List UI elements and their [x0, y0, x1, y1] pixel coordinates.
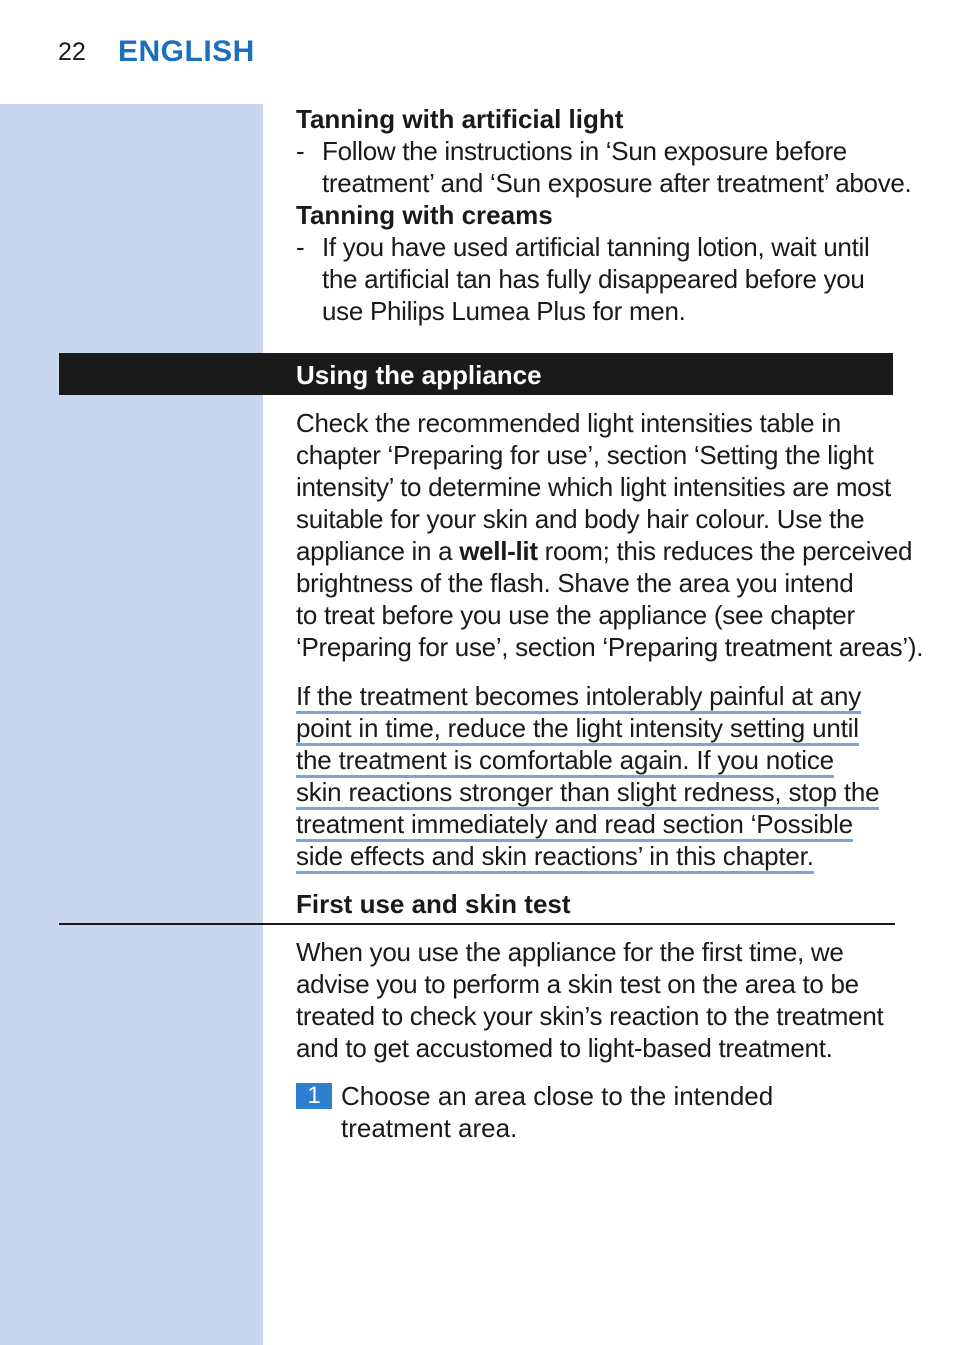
heading-first-use: First use and skin test: [296, 889, 571, 919]
paragraph-first-use: [296, 936, 883, 1064]
text-line: suitable for your skin and body hair colour. Use the: [296, 504, 865, 534]
text-line: the artificial tan has fully disappeared before you: [322, 264, 865, 294]
text-line: advise you to perform a skin test on the area to be: [296, 969, 859, 999]
warning-line: If the treatment becomes intolerably painful at any: [296, 681, 861, 714]
heading-tanning-artificial: Tanning with artificial light: [296, 104, 624, 134]
paragraph-using-appliance: [296, 407, 923, 663]
bullet-tanning-artificial: [296, 135, 912, 199]
text-fragment: room; this reduces the perceived: [537, 536, 913, 566]
text-line: Choose an area close to the intended: [341, 1081, 774, 1111]
warning-line: treatment immediately and read section ‘Possible: [296, 809, 853, 842]
text-line: and to get accustomed to light-based treatment.: [296, 1033, 833, 1063]
text-line: If you have used artificial tanning lotion, wait until: [322, 232, 870, 262]
text-line: intensity’ to determine which light intensities are most: [296, 472, 891, 502]
page-number: 22: [58, 38, 86, 66]
step-text: [341, 1080, 773, 1144]
text-line: to treat before you use the appliance (see chapter: [296, 600, 855, 630]
text-fragment: appliance in a: [296, 536, 460, 566]
step-number-badge: 1: [296, 1083, 332, 1109]
text-line: chapter ‘Preparing for use’, section ‘Setting the light: [296, 440, 874, 470]
text-line: treatment area.: [341, 1113, 518, 1143]
text-line: When you use the appliance for the first time, we: [296, 937, 844, 967]
warning-line: the treatment is comfortable again. If you notice: [296, 745, 834, 778]
text-line: treatment’ and ‘Sun exposure after treatment’ above.: [322, 168, 912, 198]
text-line: brightness of the flash. Shave the area you intend: [296, 568, 854, 598]
warning-line: skin reactions stronger than slight redness, stop the: [296, 777, 879, 810]
text-line: Follow the instructions in ‘Sun exposure before: [322, 136, 847, 166]
heading-tanning-creams: Tanning with creams: [296, 200, 553, 230]
divider-rule: [59, 923, 895, 925]
text-line: ‘Preparing for use’, section ‘Preparing treatment areas’).: [296, 632, 924, 662]
section-title-using-appliance: Using the appliance: [296, 360, 542, 390]
warning-line: side effects and skin reactions’ in this chapter.: [296, 841, 814, 874]
text-line: [296, 535, 923, 567]
bullet-tanning-creams: [296, 231, 869, 327]
text-line: use Philips Lumea Plus for men.: [322, 296, 686, 326]
language-heading: ENGLISH: [118, 35, 255, 68]
text-line: treated to check your skin’s reaction to the treatment: [296, 1001, 884, 1031]
warning-line: point in time, reduce the light intensity setting until: [296, 713, 859, 746]
bullet-dash: -: [296, 136, 305, 166]
text-line: Check the recommended light intensities table in: [296, 408, 841, 438]
bullet-dash: -: [296, 232, 305, 262]
bold-term-well-lit: well-lit: [459, 536, 538, 566]
sidebar-panel: [0, 104, 263, 1345]
